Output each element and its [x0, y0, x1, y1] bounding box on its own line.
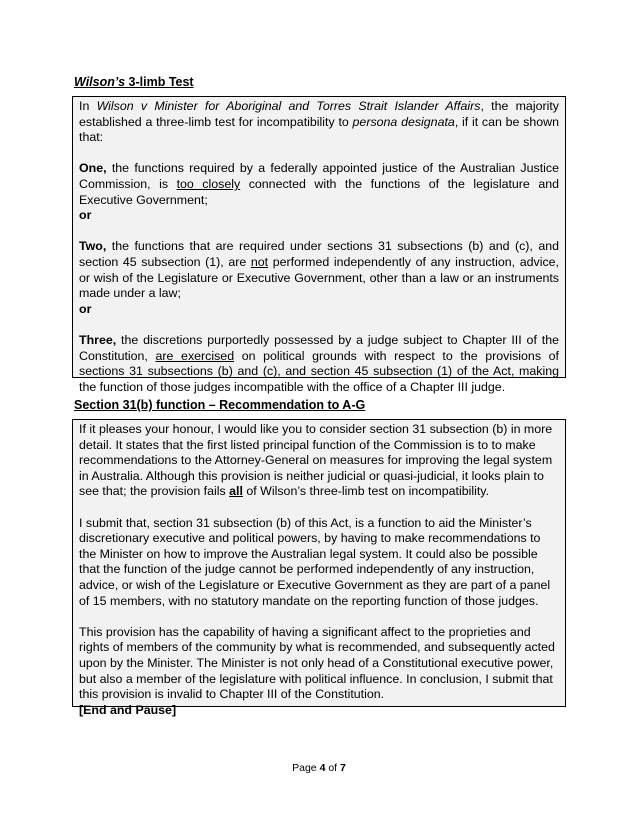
or-separator-1: or [79, 208, 92, 223]
page-total: 7 [340, 762, 346, 774]
submission-paragraph-1: If it pleases your honour, I would like you to consider section 31 subsection (b) in more detail. It states that the first listed principal function of the Commission is to to make recommendations to the Attorney-General on measures for improving the legal system in Australia. Although this provision is neither judicial or quasi-judicial, it looks plain to see that; the provision fails all of Wilson’s three-limb test on incompatibility. [79, 422, 553, 499]
section1-heading [74, 75, 194, 89]
end-and-pause: [End and Pause] [79, 702, 177, 717]
limb-one: One, the functions required by a federally appointed justice of the Australian Justice Commission, is too closely connected with the functions of the legislature and Executive Government; [79, 161, 560, 207]
page-footer: Page 4 of 7 [292, 762, 346, 774]
limb-three: Three, the discretions purportedly possessed by a judge subject to Chapter III of the Constitution, are exercised on political grounds with respect to the provisions of sections 31 subsections (b) and (c), and section 45 subsection (1) of the Act, making the function of those judges incompatible with the office of a Chapter III judge. [79, 332, 559, 394]
or-separator-2: or [79, 301, 92, 316]
section1-heading-italic: Wilson’s [74, 75, 126, 89]
section2-heading: Section 31(b) function – Recommendation to A-G [74, 398, 366, 412]
section1-heading-rest: 3-limb Test [125, 75, 194, 89]
intro-paragraph: In Wilson v Minister for Aboriginal and Torres Strait Islander Affairs, the majority established a three-limb test for incompatibility to persona designata, if it can be shown that: [79, 99, 559, 145]
submission-paragraph-2: I submit that, section 31 subsection (b) of this Act, is a function to aid the Minister’s discretionary executive and political powers, by having to make recommendations to the Minister on how to improve the Australian legal system. It could also be possible that the function of the judge cannot be performed independently of any instruction, advice, or wish of the Legislature or Executive Government as they are part of a panel of 15 members, with no statutory mandate on the reporting function of those judges. [79, 515, 551, 608]
submission-paragraph-3: This provision has the capability of having a significant affect to the proprieties and rights of members of the community by what is recommended, and subsequently acted upon by the Minister. The Minister is not only head of a Constitutional executive power, but also a member of the legislature with political influence. In conclusion, I submit that this provision is invalid to Chapter III of the Constitution. [79, 624, 555, 702]
wilson-test-box [72, 96, 566, 394]
limb-two: Two, the functions that are required under sections 31 subsections (b) and (c), and section 45 subsection (1), are not performed independently of any instruction, advice, or wish of the Legislature or Executive Government, other than a law or an instruments made under a law; [79, 239, 559, 301]
latin-term: persona designata [352, 114, 455, 129]
case-name: Wilson v Minister for Aboriginal and Torres Strait Islander Affairs [96, 99, 481, 113]
page-number: 4 [319, 762, 326, 774]
section31b-box [72, 419, 566, 717]
